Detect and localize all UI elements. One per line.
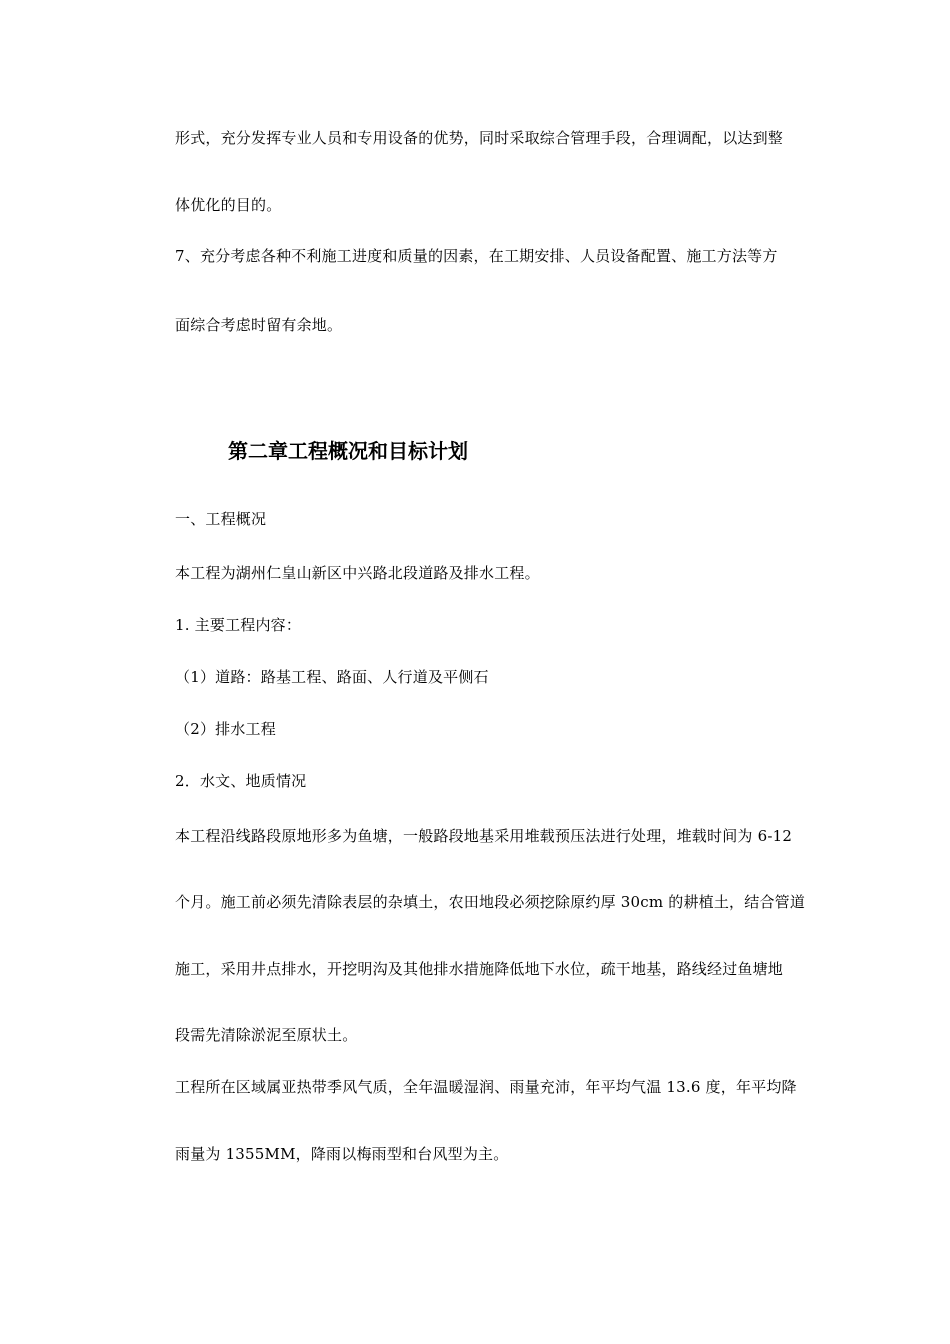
sub-item-road: （1）道路：路基工程、路面、人行道及平侧石 <box>175 668 489 686</box>
paragraph-line: 雨量为 1355MM，降雨以梅雨型和台风型为主。 <box>175 1145 509 1163</box>
paragraph-line: 形式，充分发挥专业人员和专用设备的优势，同时采取综合管理手段，合理调配，以达到整 <box>175 129 784 147</box>
list-item-1-heading: 1. 主要工程内容： <box>175 616 302 634</box>
sub-item-drainage: （2）排水工程 <box>175 720 276 738</box>
paragraph-line: 施工，采用井点排水，开挖明沟及其他排水措施降低地下水位，疏干地基，路线经过鱼塘地 <box>175 960 784 978</box>
paragraph-line: 工程所在区域属亚热带季风气质，全年温暖湿润、雨量充沛，年平均气温 13.6 度，年平均降 <box>175 1078 797 1096</box>
paragraph-line: 本工程沿线路段原地形多为鱼塘，一般路段地基采用堆载预压法进行处理，堆载时间为 6-12 <box>175 827 793 845</box>
paragraph-line: 面综合考虑时留有余地。 <box>175 316 343 334</box>
list-item-2-heading: 2．水文、地质情况 <box>175 772 307 790</box>
section-heading: 一、工程概况 <box>175 510 267 528</box>
paragraph-line: 本工程为湖州仁皇山新区中兴路北段道路及排水工程。 <box>175 564 540 582</box>
paragraph-line: 个月。施工前必须先清除表层的杂填土，农田地段必须挖除原约厚 30cm 的耕植土，结合管道 <box>175 893 806 911</box>
paragraph-line: 体优化的目的。 <box>175 196 282 214</box>
paragraph-line: 段需先清除淤泥至原状土。 <box>175 1026 358 1044</box>
list-item-7: 7、充分考虑各种不利施工进度和质量的因素，在工期安排、人员设备配置、施工方法等方 <box>175 247 778 265</box>
chapter-title: 第二章工程概况和目标计划 <box>228 439 468 463</box>
